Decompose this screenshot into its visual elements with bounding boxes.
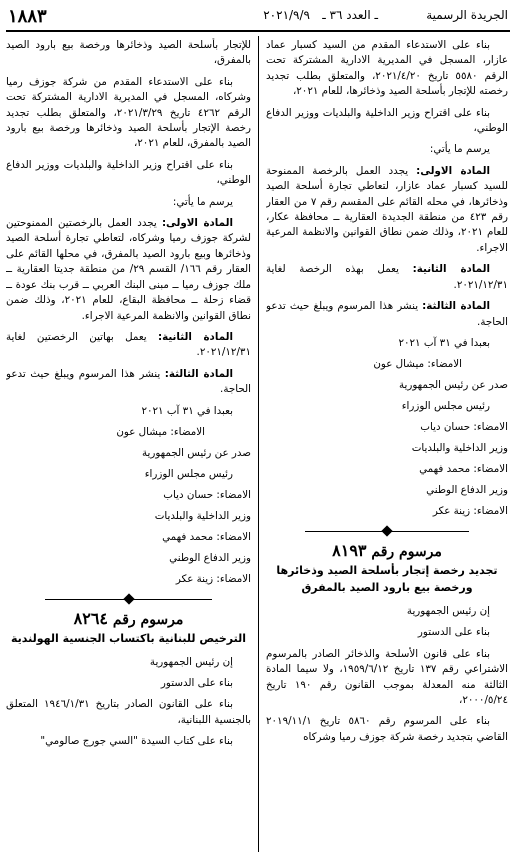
decree-title: الترخيص للبنانية باكتساب الجنسية الهولندية: [10, 631, 247, 645]
signature-pm: الامضاء: حسان دياب: [420, 420, 508, 433]
separator-diamond-icon: [123, 593, 134, 604]
signature-interior: الامضاء: محمد فهمي: [162, 530, 251, 543]
journal-title: الجريدة الرسمية: [426, 8, 508, 22]
paragraph: بناء على الدستور: [160, 676, 233, 689]
article-text: يجدد العمل بالرخصتين الممنوحتين لشركة جوزف رميا وشركاه، لتعاطي تجارة أسلحة الصيد وذخائرها وبيع بارود الصيد بالمفرق، في محلها القائم على العقار رقم ١٦٦/ القسم ٢٩/ من منطقة جديتا العقارية ــ ملك جوزف رميا ــ مبنى البنك العربي ــ قرب بنك عودة ــ قضاء زحلة ــ محافظة البقاع، للعام ٢٠٢١، وذلك ضمن نطاق القوانين والانظمة المرعية الاجراء.: [6, 217, 251, 322]
separator-diamond-icon: [381, 525, 392, 536]
signature-defense: الامضاء: زينة عكر: [175, 572, 251, 585]
signature-president: الامضاء: ميشال عون: [373, 357, 462, 370]
decree-number-heading: مرسوم رقم ٨١٩٣: [332, 540, 442, 560]
left-column: [6, 38, 251, 852]
paragraph: بناء على اقتراح وزير الداخلية والبلديات ووزير الدفاع الوطني،: [266, 106, 508, 135]
decree-number: ٨١٩٣: [332, 540, 367, 560]
page-number: ١٨٨٣: [8, 6, 47, 27]
decrees-heading: يرسم ما يأتي:: [172, 195, 233, 208]
right-column: [266, 38, 508, 852]
article-label: المادة الاولى:: [161, 217, 233, 230]
paragraph: بناء على الاستدعاء المقدم من السيد كسبار عماد عازار، المسجل في المديرية الادارية المشتركة تحت الرقم ٥٥٨٠ تاريخ ٢٠٢١/٤/٢٠، والمتعلق بطلب تجديد رخصته للإتجار بأسلحة الصيد وذخائرها، للعام ٢٠٢١،: [266, 39, 508, 98]
paragraph: بناء على الاستدعاء المقدم من شركة جوزف رميا وشركاه، المسجل في المديرية الادارية المشتركة تحت الرقم ٤٢٦٢ تاريخ ٢٠٢١/٣/٢٩، والمتعلق بطلب تجديد رخصة الإتجار بأسلحة الصيد وذخائرها ورخصة بيع بارود الصيد بالمفرق، للعام ٢٠٢١،: [6, 75, 251, 150]
decree-title: تجديد رخصة إتجار بأسلحة الصيد وذخائرها ورخصة بيع بارود الصيد بالمفرق: [276, 563, 498, 594]
pm-title: رئيس مجلس الوزراء: [144, 467, 233, 480]
date-line: بعبدا في ٣١ آب ٢٠٢١: [141, 404, 233, 417]
page-header: [6, 6, 510, 28]
article-1: [6, 216, 251, 324]
column-divider: [258, 36, 259, 852]
interior-minister-title: وزير الداخلية والبلديات: [154, 509, 251, 522]
defense-minister-title: وزير الدفاع الوطني: [169, 551, 251, 564]
article-2: [6, 330, 251, 361]
issue-number: ـ العدد ٣٦ ـ: [322, 8, 378, 22]
paragraph: إن رئيس الجمهورية: [149, 655, 233, 668]
paragraph: بناء على اقتراح وزير الداخلية والبلديات ووزير الدفاع الوطني،: [6, 158, 251, 187]
signature-pm: الامضاء: حسان دياب: [163, 488, 251, 501]
issued-by: صدر عن رئيس الجمهورية: [141, 446, 251, 459]
paragraph: بناء على المرسوم رقم ٥٨٦٠ تاريخ ٢٠١٩/١١/١ القاضي بتجديد رخصة شركة جوزف رميا وشركاه: [266, 715, 508, 743]
issue-date: ٢٠٢١/٩/٩: [263, 8, 310, 22]
date-line: بعبدا في ٣١ آب ٢٠٢١: [398, 336, 490, 349]
article-label: المادة الثانية:: [157, 330, 233, 343]
paragraph: بناء على قانون الأسلحة والذخائر الصادر بالمرسوم الاشتراعي رقم ١٣٧ تاريخ ١٩٥٩/٦/١٢، ولا سيما المادة الثالثة منه المعدلة بموجب القانون رقم ١٩٠ تاريخ ٢٠٠٠/٥/٢٤،: [266, 647, 508, 706]
article-text: ينشر هذا المرسوم ويبلغ حيث تدعو الحاجة.: [6, 367, 251, 396]
section-separator: [266, 525, 508, 539]
signature-defense: الامضاء: زينة عكر: [432, 504, 508, 517]
article-1: [266, 164, 508, 256]
paragraph: بناء على القانون الصادر بتاريخ ١٩٤٦/١/٣١ المتعلق بالجنسية اللبنانية،: [6, 698, 251, 726]
decree-number: ٨٢٦٤: [73, 608, 108, 628]
header-rule: [6, 30, 510, 32]
article-3: [266, 299, 508, 330]
defense-minister-title: وزير الدفاع الوطني: [426, 483, 508, 496]
article-3: [6, 367, 251, 398]
article-label: المادة الثانية:: [412, 263, 490, 276]
article-text: يعمل بهذه الرخصة لغاية ٢٠٢١/١٢/٣١.: [266, 263, 508, 291]
article-2: [266, 262, 508, 293]
decree-number-heading: مرسوم رقم ٨٢٦٤: [73, 608, 184, 628]
article-label: المادة الاولى:: [416, 164, 490, 177]
article-text: ينشر هذا المرسوم ويبلغ حيث تدعو الحاجة.: [266, 300, 508, 328]
article-text: يعمل بهاتين الرخصتين لغاية ٢٠٢١/١٢/٣١.: [6, 330, 251, 359]
article-label: المادة الثالثة:: [164, 367, 233, 380]
paragraph: للإتجار بأسلحة الصيد وذخائرها ورخصة بيع بارود الصيد بالمفرق،: [6, 39, 251, 67]
paragraph: بناء على الدستور: [417, 626, 490, 639]
article-text: يجدد العمل بالرخصة الممنوحة للسيد كسبار عماد عازار، لتعاطي تجارة أسلحة الصيد وذخائرها، في محله القائم على المقسم رقم ٧ من العقار رقم ٤٢٣ من منطقة الجديدة العقارية ــ محافظة عكار، للعام ٢٠٢١، وذلك ضمن نطاق القوانين والانظمة المرعية الاجراء.: [266, 164, 508, 254]
section-separator: [6, 593, 251, 607]
signature-president: الامضاء: ميشال عون: [116, 425, 205, 438]
decrees-heading: يرسم ما يأتي:: [429, 143, 490, 156]
paragraph: بناء على كتاب السيدة "السي جورج صالومي": [40, 735, 233, 748]
article-label: المادة الثالثة:: [422, 300, 490, 313]
pm-title: رئيس مجلس الوزراء: [401, 399, 490, 412]
signature-interior: الامضاء: محمد فهمي: [419, 462, 508, 475]
issued-by: صدر عن رئيس الجمهورية: [398, 378, 508, 391]
interior-minister-title: وزير الداخلية والبلديات: [411, 441, 508, 454]
paragraph: إن رئيس الجمهورية: [406, 604, 490, 617]
